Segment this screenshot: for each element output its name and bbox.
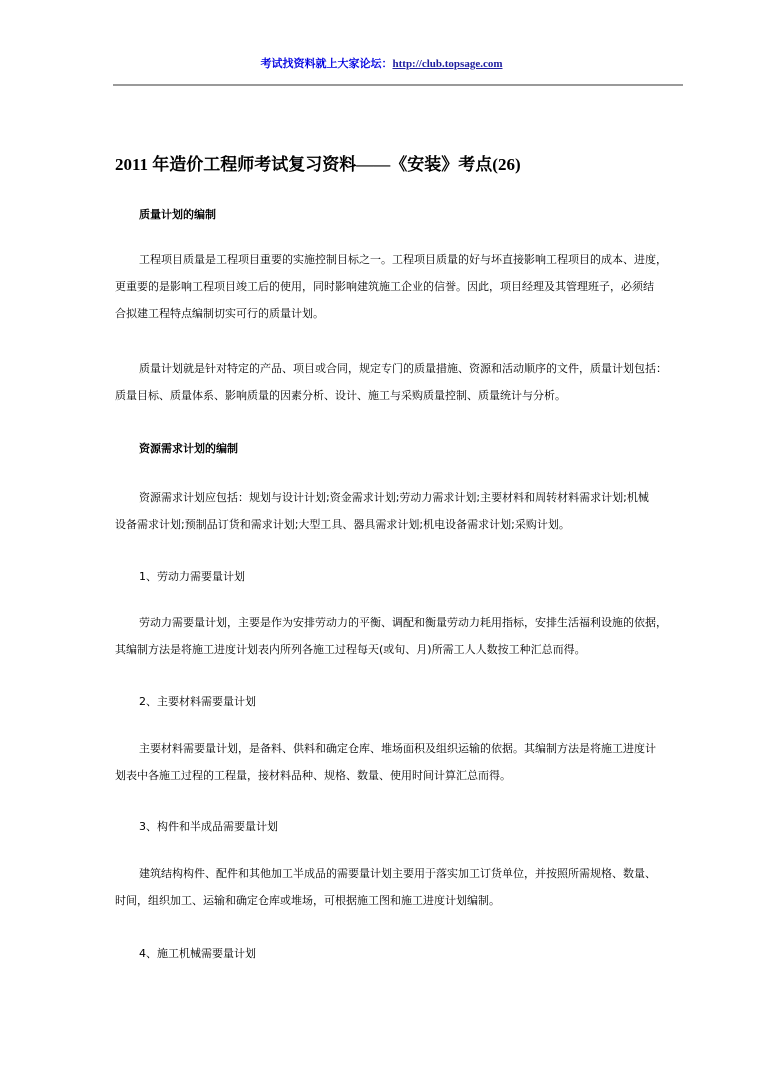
text-line: 设备需求计划;预制品订货和需求计划;大型工具、器具需求计划;机电设备需求计划;采购计划。 bbox=[115, 518, 570, 531]
text-line: 划表中各施工过程的工程量，接材料品种、规格、数量、使用时间计算汇总而得。 bbox=[115, 769, 511, 782]
text-line: 质量目标、质量体系、影响质量的因素分析、设计、施工与采购质量控制、质量统计与分析。 bbox=[115, 389, 566, 402]
text-line: 主要材料需要量计划，是备料、供料和确定仓库、堆场面积及组织运输的依据。其编制方法是将施工进度计 bbox=[139, 742, 656, 755]
text-line: 资源需求计划应包括：规划与设计计划;资金需求计划;劳动力需求计划;主要材料和周转材料需求计划;机械 bbox=[139, 491, 649, 504]
text-line: 建筑结构构件、配件和其他加工半成品的需要量计划主要用于落实加工订货单位，并按照所需规格、数量、 bbox=[139, 867, 656, 880]
section-heading-quality-plan: 质量计划的编制 bbox=[139, 208, 216, 221]
subheading-machinery: 4、施工机械需要量计划 bbox=[139, 947, 256, 960]
section-heading-resource-plan: 资源需求计划的编制 bbox=[139, 442, 238, 455]
text-line: 其编制方法是将施工进度计划表内所列各施工过程每天(或旬、月)所需工人人数按工种汇总而得。 bbox=[115, 643, 586, 656]
paragraph-quality-2 bbox=[115, 355, 690, 409]
document-title: 2011 年造价工程师考试复习资料——《安装》考点(26) bbox=[115, 155, 521, 174]
paragraph-quality-1 bbox=[115, 246, 690, 327]
text-line: 质量计划就是针对特定的产品、项目或合同，规定专门的质量措施、资源和活动顺序的文件，质量计划包括： bbox=[139, 362, 667, 375]
page-header bbox=[0, 55, 763, 71]
text-line: 时间，组织加工、运输和确定仓库或堆场，可根据施工图和施工进度计划编制。 bbox=[115, 894, 500, 907]
text-line: 合拟建工程特点编制切实可行的质量计划。 bbox=[115, 307, 324, 320]
subheading-components: 3、构件和半成品需要量计划 bbox=[139, 820, 278, 833]
forum-link[interactable]: http://club.topsage.com bbox=[392, 58, 503, 70]
subheading-materials: 2、主要材料需要量计划 bbox=[139, 695, 256, 708]
paragraph-materials bbox=[115, 735, 690, 789]
text-line: 更重要的是影响工程项目竣工后的使用，同时影响建筑施工企业的信誉。因此，项目经理及其管理班子，必须结 bbox=[115, 280, 654, 293]
subheading-labor: 1、劳动力需要量计划 bbox=[139, 570, 245, 583]
paragraph-labor bbox=[115, 609, 690, 663]
text-line: 工程项目质量是工程项目重要的实施控制目标之一。工程项目质量的好与坏直接影响工程项目的成本、进度， bbox=[139, 253, 667, 266]
forum-label: 考试找资料就上大家论坛： bbox=[260, 57, 393, 70]
text-line: 劳动力需要量计划，主要是作为安排劳动力的平衡、调配和衡量劳动力耗用指标，安排生活福利设施的依据， bbox=[139, 616, 667, 629]
paragraph-components bbox=[115, 860, 690, 914]
header-divider bbox=[113, 84, 683, 86]
paragraph-resource bbox=[115, 484, 690, 538]
